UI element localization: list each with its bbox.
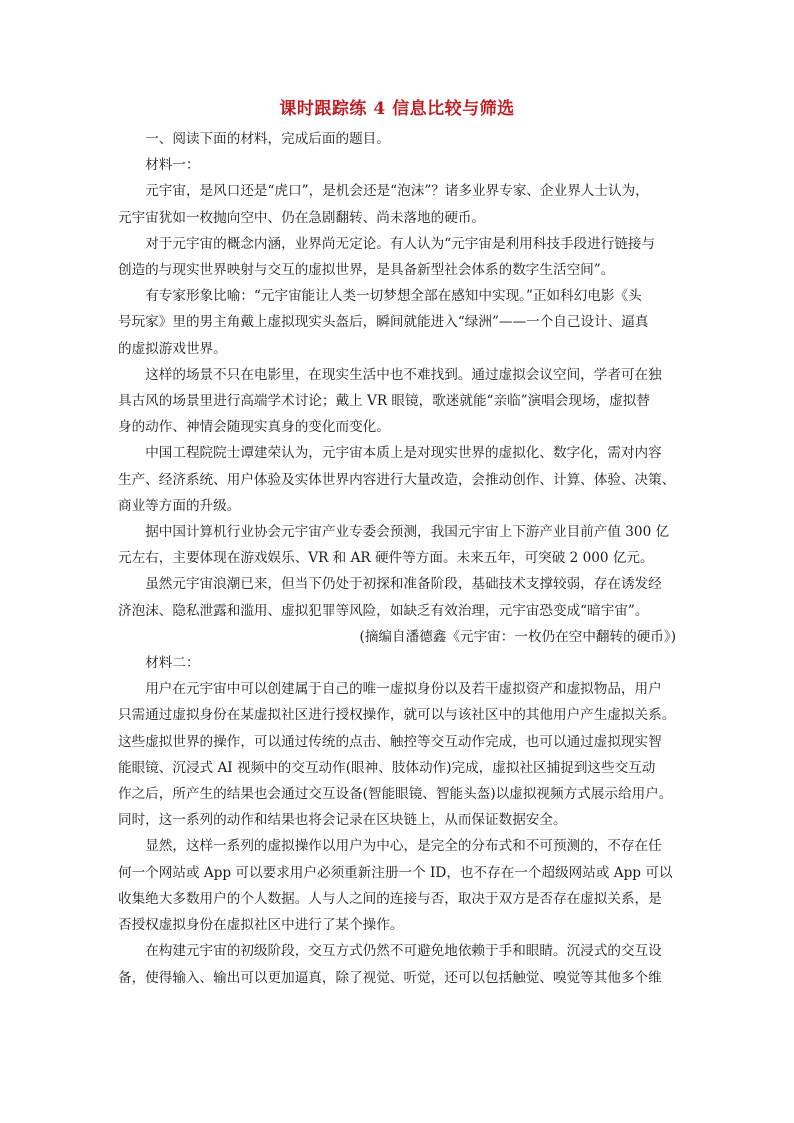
paragraph: 对于元宇宙的概念内涵，业界尚无定论。有人认为“元宇宙是利用科技手段进行链接与 创造的与现实世界映射与交互的虚拟世界，是具备新型社会体系的数字生活空间”。 <box>118 235 656 279</box>
instruction-paragraph: 一、阅读下面的材料，完成后面的题目。 <box>145 131 390 147</box>
material-two-heading: 材料二： <box>145 655 200 672</box>
paragraph: 在构建元宇宙的初级阶段，交互方式仍然不可避免地依赖于手和眼睛。沉浸式的交互设 备，使得输入、输出可以更加逼真，除了视觉、听觉，还可以包括触觉、嗅觉等其他多个维 <box>118 943 662 986</box>
paragraph: 据中国计算机行业协会元宇宙产业专委会预测，我国元宇宙上下游产业目前产值 300 亿 元左右，主要体现在游戏娱乐、VR 和 AR 硬件等方面。未来五年，可突破 2 000 亿元。 <box>118 524 670 567</box>
paragraph: 虽然元宇宙浪潮已来，但当下仍处于初探和准备阶段，基础技术支撑较弱，存在诱发经 济泡沫、隐私泄露和滥用、虚拟犯罪等风险，如缺乏有效治理，元宇宙恐变成“暗宇宙”。 <box>118 576 662 619</box>
page-title: 课时跟踪练 4 信息比较与筛选 <box>279 99 515 119</box>
material-two <box>118 650 676 991</box>
paragraph: 这样的场景不只在电影里，在现实生活中也不难找到。通过虚拟会议空间，学者可在独 具古风的场景里进行高端学术讨论；戴上 VR 眼镜，歌迷就能“亲临”演唱会现场，虚拟替 身的动作、神情会随现实真身的变化而变化。 <box>118 366 662 436</box>
material-one-heading: 材料一： <box>145 157 200 174</box>
material-one <box>118 126 676 650</box>
paragraph: 显然，这样一系列的虚拟操作以用户为中心，是完全的分布式和不可预测的，不存在任 何一个网站或 App 可以要求用户必须重新注册一个 ID，也不存在一个超级网站或 App 可以 收集绝大多数用户的个人数据。人与人之间的连接与否，取决于双方是否存在虚拟关系，是 否授权虚拟身份在虚拟社区中进行了某个操作。 <box>118 838 673 934</box>
paragraph: 用户在元宇宙中可以创建属于自己的唯一虚拟身份以及若干虚拟资产和虚拟物品，用户 只需通过虚拟身份在某虚拟社区进行授权操作，就可以与该社区中的其他用户产生虚拟关系。 这些虚拟世界的操作，可以通过传统的点击、触控等交互动作完成，也可以通过虚拟现实智 能眼镜、沉浸式 AI 视频中的交互动作(眼神、肢体动作)完成，虚拟社区捕捉到这些交互动 作之后，所产生的结果也会通过交互设备(智能眼镜、智能头盔)以虚拟视频方式展示给用户。 同时，这一系列的动作和结果也将会记录在区块链上，从而保证数据安全。 <box>118 681 676 829</box>
paragraph: 有专家形象比喻：“元宇宙能让人类一切梦想全部在感知中实现。”正如科幻电影《头 号玩家》里的男主角戴上虚拟现实头盔后，瞬间就能进入“绿洲”——一个自己设计、逼真 的虚拟游戏世界。 <box>118 288 649 357</box>
paragraph: 中国工程院院士谭建荣认为，元宇宙本质上是对现实世界的虚拟化、数字化，需对内容 生产、经济系统、用户体验及实体世界内容进行大量改造，会推动创作、计算、体验、决策、 商业等方面的升级。 <box>118 445 676 514</box>
source-citation: (摘编自潘德鑫《元宇宙：一枚仍在空中翻转的硬币》) <box>359 628 676 645</box>
paragraph: 元宇宙，是风口还是“虎口”，是机会还是“泡沫”？诸多业界专家、企业界人士认为， 元宇宙犹如一枚抛向空中、仍在急剧翻转、尚未落地的硬币。 <box>118 183 649 226</box>
